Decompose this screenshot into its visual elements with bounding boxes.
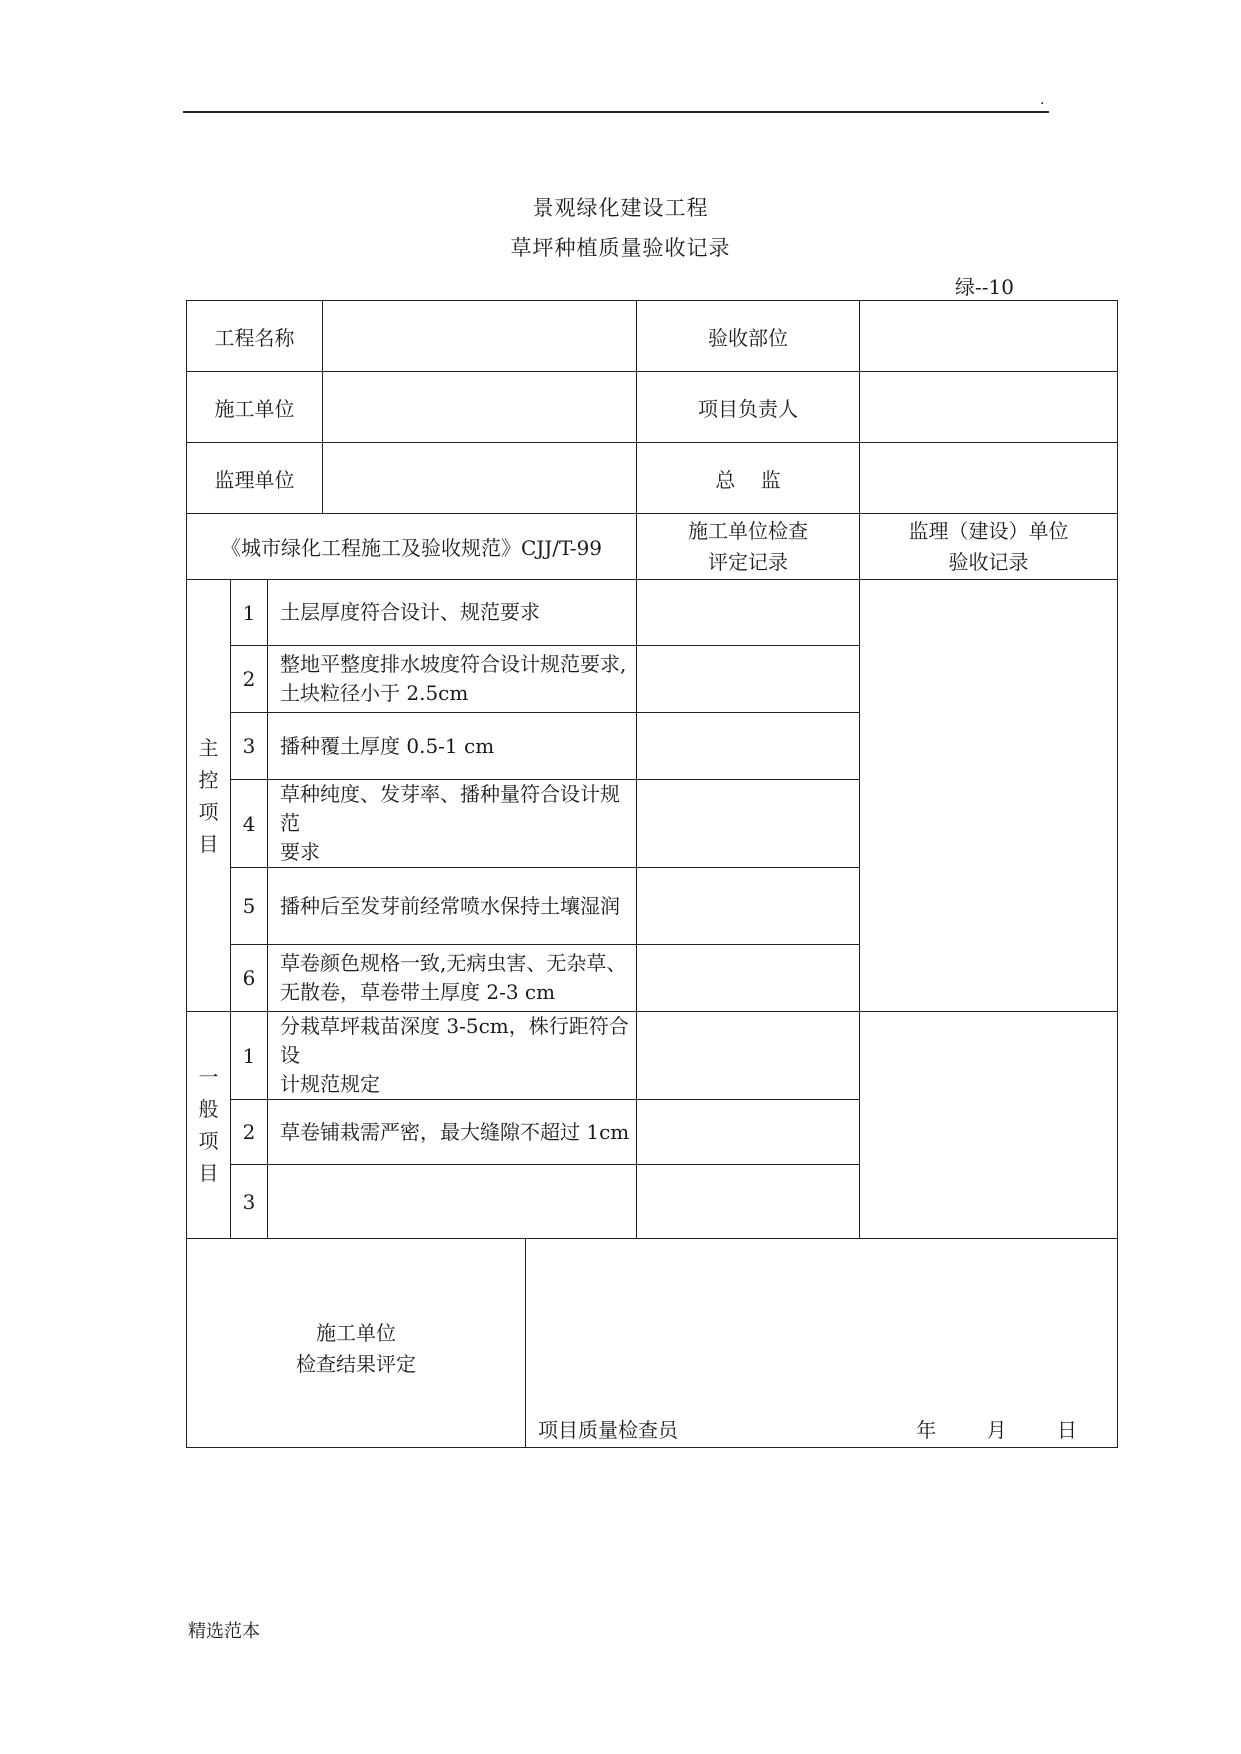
item-number: 6 <box>231 945 268 1012</box>
header-dot: . <box>1040 92 1045 108</box>
item-description-line: 土块粒径小于 2.5cm <box>280 681 469 705</box>
item-number: 2 <box>231 646 268 713</box>
main-items-label-char: 控 <box>198 767 219 792</box>
item-description <box>268 780 637 868</box>
supervision-acceptance-header-line: 验收记录 <box>948 549 1029 574</box>
form-code: 绿--10 <box>955 275 1014 299</box>
item-number: 2 <box>231 1100 268 1165</box>
construction-check-cell[interactable] <box>637 580 860 646</box>
item-description <box>268 868 637 945</box>
item-number: 1 <box>231 1012 268 1100</box>
footer-text: 精选范本 <box>188 1621 260 1642</box>
construction-check-cell[interactable] <box>637 713 860 780</box>
construction-check-cell[interactable] <box>637 945 860 1012</box>
item-description <box>268 646 637 713</box>
main-items-label-char: 主 <box>198 735 219 760</box>
construction-check-cell[interactable] <box>637 780 860 868</box>
item-description-line: 草卷铺栽需严密，最大缝隙不超过 1cm <box>280 1119 630 1144</box>
construction-check-cell[interactable] <box>637 1100 860 1165</box>
general-items-label-char: 般 <box>198 1097 219 1121</box>
construction-check-header-line: 评定记录 <box>708 549 788 574</box>
header-rule <box>183 111 1049 113</box>
supervision-acceptance-header <box>860 514 1118 580</box>
construction-unit-value[interactable] <box>323 372 637 443</box>
construction-check-header-line: 施工单位检查 <box>688 518 808 543</box>
acceptance-part-label: 验收部位 <box>637 301 860 372</box>
signature-date <box>916 1414 1077 1443</box>
supervision-unit-value[interactable] <box>323 443 637 514</box>
supervision-unit-label: 监理单位 <box>187 443 323 514</box>
document-subtitle: 草坪种植质量验收记录 <box>510 236 731 260</box>
item-description-line: 无散卷，草卷带土厚度 2-3 cm <box>280 980 556 1004</box>
chief-supervisor-label: 总 监 <box>637 443 860 514</box>
main-items-label-char: 项 <box>198 799 219 824</box>
item-description <box>268 945 637 1012</box>
supervision-acceptance-cell-general[interactable] <box>860 1012 1118 1239</box>
project-name-value[interactable] <box>323 301 637 372</box>
supervision-acceptance-cell-main[interactable] <box>860 580 1118 1012</box>
item-description <box>268 580 637 646</box>
item-description-line: 整地平整度排水坡度符合设计规范要求, <box>280 652 627 676</box>
item-description <box>268 1100 637 1165</box>
item-description[interactable] <box>268 1165 637 1239</box>
item-description <box>268 1012 637 1100</box>
main-items-label-char: 目 <box>198 831 219 856</box>
item-description-line: 播种后至发芽前经常喷水保持土壤湿润 <box>280 893 620 918</box>
main-items-label <box>187 580 231 1012</box>
item-description-line: 草卷颜色规格一致,无病虫害、无杂草、 <box>280 951 627 975</box>
construction-check-cell[interactable] <box>637 1012 860 1100</box>
item-description-line: 土层厚度符合设计、规范要求 <box>280 600 540 624</box>
general-items-label-char: 项 <box>198 1129 219 1153</box>
date-month-label: 月 <box>986 1418 1007 1442</box>
construction-check-cell[interactable] <box>637 1165 860 1239</box>
item-number: 3 <box>231 713 268 780</box>
general-items-label-char: 目 <box>198 1161 219 1185</box>
date-day-label: 日 <box>1057 1418 1077 1442</box>
item-description-line: 草种纯度、发芽率、播种量符合设计规范 <box>280 782 620 835</box>
chief-supervisor-value[interactable] <box>860 443 1118 514</box>
result-label-line: 检查结果评定 <box>296 1352 416 1376</box>
construction-check-cell[interactable] <box>637 646 860 713</box>
supervision-acceptance-header-line: 监理（建设）单位 <box>908 518 1069 543</box>
standard-reference: 《城市绿化工程施工及验收规范》CJJ/T-99 <box>187 514 637 580</box>
acceptance-form-table <box>186 300 1118 1448</box>
item-description <box>268 713 637 780</box>
acceptance-part-value[interactable] <box>860 301 1118 372</box>
quality-inspector-label: 项目质量检查员 <box>538 1418 678 1442</box>
general-items-label-char: 一 <box>198 1065 219 1089</box>
date-year-label: 年 <box>916 1418 937 1442</box>
item-number: 4 <box>231 780 268 868</box>
general-items-label <box>187 1012 231 1239</box>
item-description-line: 计规范规定 <box>280 1072 380 1096</box>
item-number: 3 <box>231 1165 268 1239</box>
result-label <box>187 1239 526 1448</box>
construction-check-cell[interactable] <box>637 868 860 945</box>
document-title: 景观绿化建设工程 <box>532 196 709 220</box>
item-description-line: 播种覆土厚度 0.5-1 cm <box>280 733 495 758</box>
item-number: 5 <box>231 868 268 945</box>
construction-check-header <box>637 514 860 580</box>
construction-unit-label: 施工单位 <box>187 372 323 443</box>
item-number: 1 <box>231 580 268 646</box>
item-description-line: 分栽草坪栽苗深度 3-5cm，株行距符合设 <box>280 1014 629 1067</box>
item-description-line: 要求 <box>280 840 320 864</box>
project-name-label: 工程名称 <box>187 301 323 372</box>
project-leader-label: 项目负责人 <box>637 372 860 443</box>
result-label-line: 施工单位 <box>316 1321 396 1345</box>
result-signature-cell[interactable] <box>526 1239 1118 1448</box>
project-leader-value[interactable] <box>860 372 1118 443</box>
